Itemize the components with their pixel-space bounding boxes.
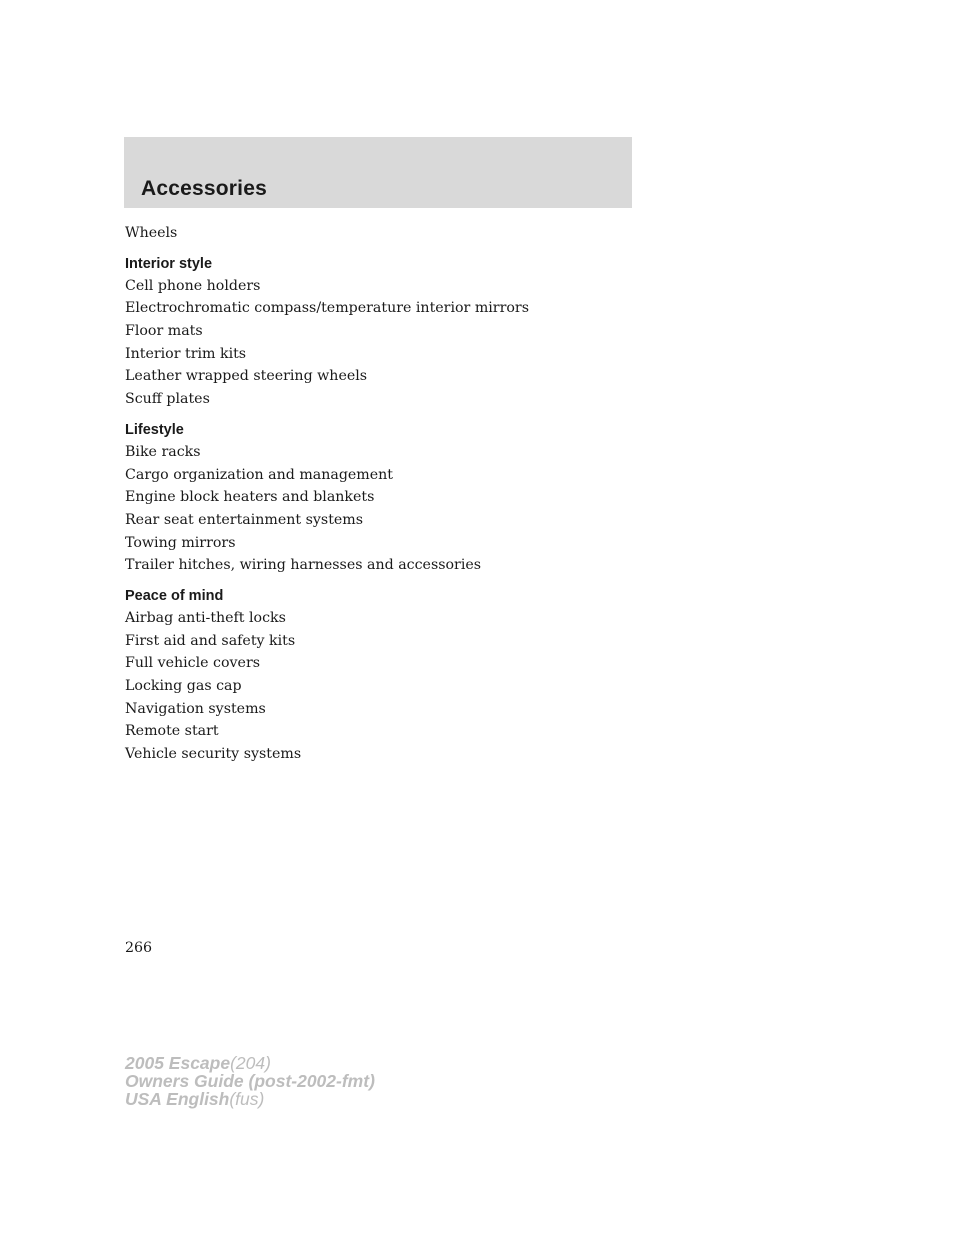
list-item: Towing mirrors [125, 534, 236, 551]
footer-language-code: (fus) [229, 1089, 265, 1109]
section-heading-lifestyle: Lifestyle [125, 421, 184, 438]
list-item: Wheels [125, 225, 178, 241]
section-heading-peace-of-mind: Peace of mind [125, 587, 224, 604]
footer-model-code: (204) [230, 1053, 271, 1073]
list-item: Engine block heaters and blankets [125, 489, 375, 506]
document-footer [125, 1054, 375, 1108]
section-heading-interior-style: Interior style [125, 255, 213, 272]
page-number: 266 [125, 940, 153, 956]
list-item: Bike racks [125, 443, 201, 460]
list-item: Remote start [125, 723, 219, 740]
list-item: Scuff plates [125, 391, 210, 408]
footer-line-language [125, 1090, 375, 1108]
list-item: First aid and safety kits [125, 632, 296, 649]
list-item: Locking gas cap [125, 678, 242, 694]
footer-line-model [125, 1054, 375, 1072]
list-item: Rear seat entertainment systems [125, 511, 364, 528]
list-item: Full vehicle covers [125, 655, 261, 672]
section-title: Accessories [141, 177, 267, 200]
footer-line-guide [125, 1072, 375, 1090]
accessories-list [125, 222, 645, 766]
footer-guide-name: Owners Guide (post-2002-fmt) [125, 1071, 375, 1091]
footer-model-name: 2005 Escape [125, 1053, 231, 1073]
list-item: Leather wrapped steering wheels [125, 368, 368, 385]
section-header [124, 137, 632, 208]
footer-language: USA English [125, 1089, 230, 1109]
list-item: Airbag anti-theft locks [125, 609, 286, 626]
list-item: Interior trim kits [125, 345, 247, 362]
list-item: Cargo organization and management [125, 466, 393, 483]
list-item: Trailer hitches, wiring harnesses and accessories [125, 557, 482, 574]
list-item: Vehicle security systems [125, 746, 302, 763]
list-item: Floor mats [125, 323, 203, 340]
list-item: Navigation systems [125, 700, 266, 717]
list-item: Cell phone holders [125, 277, 261, 294]
list-item: Electrochromatic compass/temperature interior mirrors [125, 300, 529, 317]
